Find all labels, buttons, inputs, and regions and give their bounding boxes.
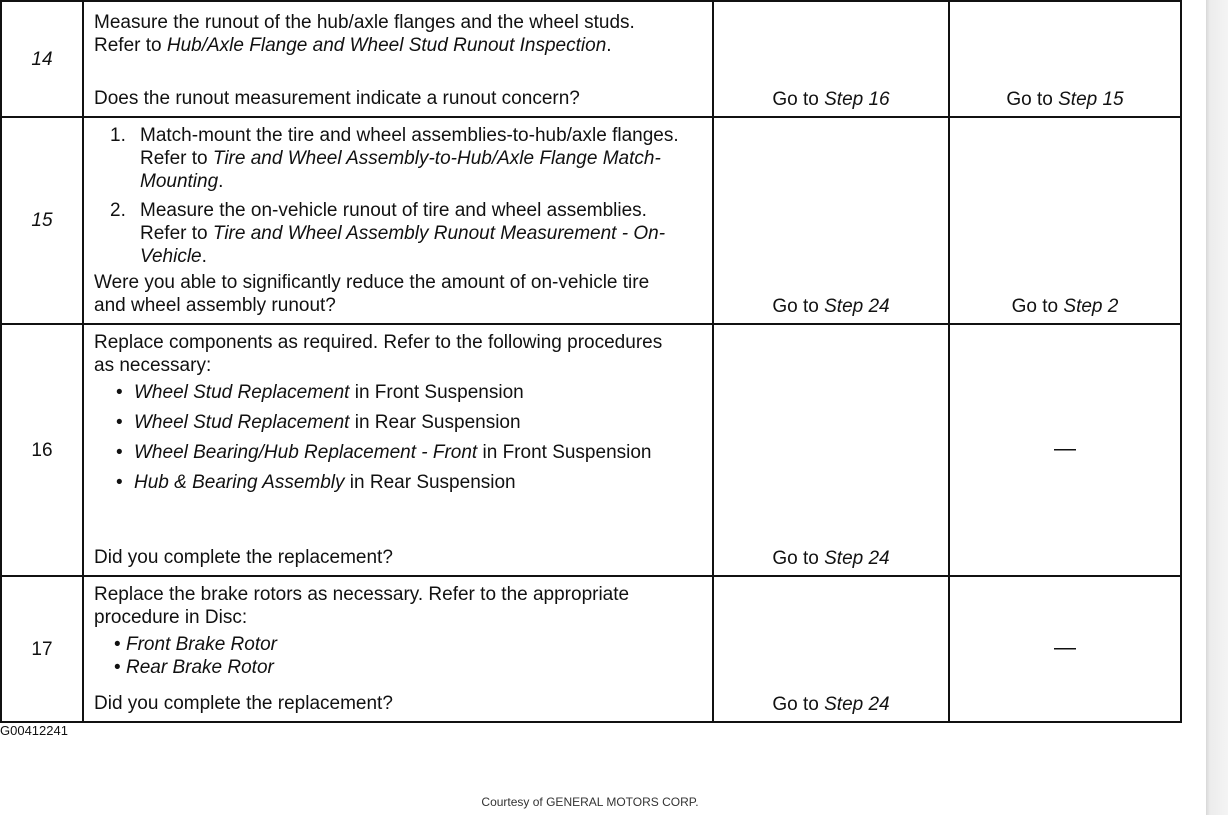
question-15: Were you able to significantly reduce the amount of on-vehicle tire and wheel assembly runout? <box>94 272 650 316</box>
list-item: • Wheel Stud Replacement in Rear Suspension <box>116 412 521 433</box>
list-item: • Rear Brake Rotor <box>114 657 274 678</box>
yes-goto-16[interactable]: Go to Step 24 <box>772 548 890 569</box>
question-14: Does the runout measurement indicate a runout concern? <box>94 88 580 109</box>
numbered-steps-15 <box>94 124 698 268</box>
no-cell-14 <box>949 1 1181 117</box>
yes-goto-15[interactable]: Go to Step 24 <box>772 296 890 317</box>
action-intro-17: Replace the brake rotors as necessary. Refer to the appropriate procedure in Disc: <box>94 584 630 628</box>
procedure-link[interactable]: Front Brake Rotor <box>126 634 277 655</box>
procedure-link[interactable]: Tire and Wheel Assembly Runout Measurement - On-Vehicle <box>140 223 666 267</box>
list-item: 2. Measure the on-vehicle runout of tire and wheel assemblies. Refer to Tire and Wheel Assembly Runout Measurement - On-Vehicle. <box>110 200 666 267</box>
procedure-link[interactable]: Wheel Stud Replacement <box>134 412 350 433</box>
list-item: • Wheel Bearing/Hub Replacement - Front in Front Suspension <box>116 442 652 463</box>
question-17: Did you complete the replacement? <box>94 693 393 714</box>
action-cell-16 <box>83 324 713 576</box>
procedure-link[interactable]: Hub/Axle Flange and Wheel Stud Runout Inspection <box>166 35 607 56</box>
yes-goto-17[interactable]: Go to Step 24 <box>772 694 890 715</box>
step-number-16: 16 <box>1 324 83 576</box>
step-number-15: 15 <box>1 117 83 324</box>
step-number-17: 17 <box>1 576 83 722</box>
action-intro-16: Replace components as required. Refer to the following procedures as necessary: <box>94 332 663 376</box>
yes-cell-16 <box>713 324 949 576</box>
procedure-link[interactable]: Wheel Stud Replacement <box>134 382 350 403</box>
list-item: • Wheel Stud Replacement in Front Suspension <box>116 382 524 403</box>
courtesy-caption: Courtesy of GENERAL MOTORS CORP. <box>481 795 699 809</box>
procedure-link[interactable]: Hub & Bearing Assembly <box>134 472 345 493</box>
procedure-list-17 <box>94 633 672 679</box>
procedure-link[interactable]: Wheel Bearing/Hub Replacement - Front <box>134 442 478 463</box>
table-row-step-14 <box>1 1 1181 117</box>
action-text-14: Measure the runout of the hub/axle flanges and the wheel studs. Refer to Hub/Axle Flange and Wheel Stud Runout Inspection. <box>94 12 635 56</box>
table-row-step-15 <box>1 117 1181 324</box>
action-cell-15 <box>83 117 713 324</box>
page-edge-shadow <box>1206 0 1228 815</box>
step-number-14: 14 <box>1 1 83 117</box>
procedure-list-16 <box>94 381 672 494</box>
no-value-17: — <box>1054 634 1076 660</box>
action-cell-17 <box>83 576 713 722</box>
list-item: • Hub & Bearing Assembly in Rear Suspension <box>116 472 516 493</box>
yes-cell-17 <box>713 576 949 722</box>
no-value-16: — <box>1054 435 1076 461</box>
no-cell-16 <box>949 324 1181 576</box>
question-16: Did you complete the replacement? <box>94 547 393 568</box>
list-item: • Front Brake Rotor <box>114 634 277 655</box>
list-item: 1. Match-mount the tire and wheel assemblies-to-hub/axle flanges. Refer to Tire and Wheel Assembly-to-Hub/Axle Flange Match-Mounting. <box>110 125 679 192</box>
action-cell-14 <box>83 1 713 117</box>
table-row-step-17 <box>1 576 1181 722</box>
yes-goto-14[interactable]: Go to Step 16 <box>772 89 890 110</box>
figure-code: G00412241 <box>0 723 68 738</box>
no-cell-17 <box>949 576 1181 722</box>
no-goto-14[interactable]: Go to Step 15 <box>1006 89 1124 110</box>
table-row-step-16 <box>1 324 1181 576</box>
yes-cell-15 <box>713 117 949 324</box>
no-cell-15 <box>949 117 1181 324</box>
yes-cell-14 <box>713 1 949 117</box>
procedure-link[interactable]: Tire and Wheel Assembly-to-Hub/Axle Flange Match-Mounting <box>140 148 661 192</box>
no-goto-15[interactable]: Go to Step 2 <box>1011 296 1119 317</box>
procedure-link[interactable]: Rear Brake Rotor <box>126 657 274 678</box>
